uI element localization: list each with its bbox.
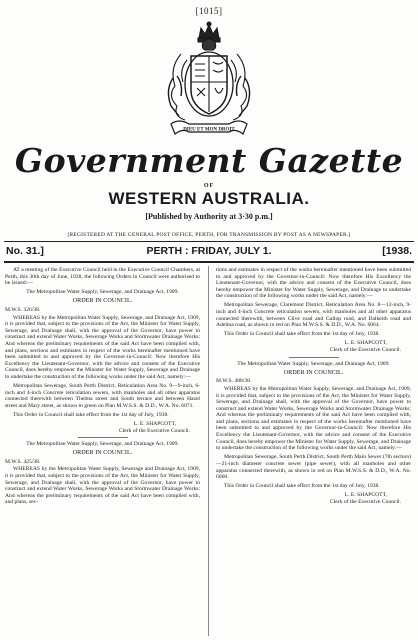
act-title: The Metropolitan Water Supply, Sewerage, and Drainage Act, 1909. bbox=[26, 441, 179, 448]
order-heading: ORDER IN COUNCIL. bbox=[72, 449, 133, 457]
order-works: Metropolitan Sewerage, Claremont District, Reticulation Area No. 8—12-inch, 9-inch and 4-inch Concrete reticulation sewers, with manholes and all other apparatus connected therewith, between Clive road and Gallop road, and Dalkeith road and Adelma road, as shown in red on Plan M.W.S.S. & D.D., W.A. No. 6064. bbox=[216, 302, 411, 329]
left-column bbox=[5, 267, 200, 509]
file-reference: M.W.S. 326/38. bbox=[5, 306, 41, 313]
issue-line bbox=[6, 245, 412, 258]
order-effect: This Order in Council shall take effect from the 1st day of July, 1938. bbox=[13, 411, 169, 418]
file-reference: M.W.S. 488/38. bbox=[216, 378, 252, 385]
signature-name: L. E. SHAPCOTT, bbox=[133, 420, 176, 427]
act-title: The Metropolitan Water Supply, Sewerage, and Drainage Act, 1909. bbox=[26, 289, 179, 296]
issue-year: [1938. bbox=[382, 245, 412, 257]
authority-note: [Published by Authority at 3·30 p.m.] bbox=[145, 212, 273, 221]
order-heading: ORDER IN COUNCIL. bbox=[72, 297, 133, 305]
signature-name: L. E. SHAPCOTT, bbox=[344, 340, 387, 347]
masthead-of: OF bbox=[203, 183, 215, 189]
order-body: WHEREAS by the Metropolitan Water Supply, Sewerage, and Drainage Act, 1909, it is provided that, subject to the provisions of the Act, the Minister for Water Supply, Sewerage, and Drainage shall, with the approval of the Governor, have power to construct and extend Water Works, Sewerage Works and Stormwater Drainage Works: And whereas the preliminary requirements of the said Act have been complied with, and plans, sections and estimates in respect of the works hereinafter mentioned have been submitted to and approved by the Governor-in-Council: Now therefore His Excellency the Lieutenant-Governor, with the advice and consent of the Executive Council, does hereby empower the Minister for Water Supply, Sewerage, and Drainage to undertake the construction of the following works under the said Act, namely:— bbox=[216, 385, 411, 452]
header-rule-bottom bbox=[4, 261, 414, 263]
crest-motto: DIEU ET MON DROIT bbox=[183, 127, 235, 133]
signature-name: L. E. SHAPCOTT, bbox=[344, 492, 387, 499]
signature-title: Clerk of the Executive Council. bbox=[330, 347, 401, 354]
masthead-title: Government Gazette bbox=[14, 141, 404, 180]
act-title: The Metropolitan Water Supply, Sewerage, and Drainage Act, 1909. bbox=[237, 360, 390, 367]
signature-title: Clerk of the Executive Council. bbox=[119, 427, 190, 434]
order-works: Metropolitan Sewerage, South Perth District, Reticulation Area No. 9—9-inch, 6-inch and 4-inch Concrete reticulation sewers, with manholes and all other apparatus connected therewith between Thelma street and South terrace and between Hazel street and Mary street, as shown in green on Plan M.W.S.S. & D.D., W.A. No. 6071. bbox=[5, 383, 200, 409]
right-column bbox=[216, 267, 411, 509]
header-rule-top bbox=[4, 241, 414, 242]
issue-dateline: PERTH : FRIDAY, JULY 1. bbox=[146, 245, 272, 257]
column-divider bbox=[208, 266, 209, 636]
file-reference: M.W.S. 425/38. bbox=[5, 458, 41, 465]
intro-paragraph: AT a meeting of the Executive Council held in the Executive Council Chambers, at Perth, this 30th day of June, 1938, the following Orders in Council were authorised to be issued:— bbox=[5, 267, 200, 287]
issue-number: No. 31.] bbox=[6, 245, 44, 257]
order-effect: This Order in Council shall take effect from the 1st day of July, 1938. bbox=[224, 331, 380, 338]
order-heading: ORDER IN COUNCIL. bbox=[283, 368, 344, 376]
page-number: [1015] bbox=[195, 6, 223, 16]
order-body-continued: tions and estimates in respect of the works hereinafter mentioned have been submitted to and approved by the Governor-in-Council: Now therefore His Excellency the Lieutenant-Governor, with the advice and consent of the Executive Council, does hereby empower the Minister for Water Supply, Sewerage, and Drainage to undertake the construction of the following works under the said Act, namely:— bbox=[216, 267, 411, 300]
section-divider bbox=[78, 437, 128, 438]
royal-coat-of-arms-icon bbox=[159, 20, 259, 144]
state-name: WESTERN AUSTRALIA. bbox=[108, 189, 310, 208]
section-divider bbox=[289, 357, 339, 358]
signature-title: Clerk of the Executive Council. bbox=[330, 498, 401, 505]
order-body: WHEREAS by the Metropolitan Water Supply, Sewerage and Drainage Act, 1909, it is provided that, subject to the provisions of the Act, the Minister for Water Supply, Sewerage, and Drainage shall, with the approval of the Governor, have power to construct and extend Water Works, Sewerage Works and Stormwater Drainage Works: And whereas the preliminary requirements of the said Act have been complied with, and plans, sec- bbox=[5, 466, 200, 506]
order-body: WHEREAS by the Metropolitan Water Supply, Sewerage, and Drainage Act, 1909, it is provided that, subject to the provisions of the Act, the Minister for Water Supply, Sewerage, and Drainage shall, with the approval of the Governor, have power to construct and extend Water Works, Sewerage Works and Stormwater Drainage Works: And whereas the preliminary requirements of the said Act have been complied with, and plans, sections and estimates in respect of the works hereinafter mentioned have been submitted to and approved by the Governor-in-Council: Now therefore His Excellency the Lieutenant-Governor, with the advice and consent of the Executive Council, does hereby empower the Minister for Water Supply, Sewerage and Drainage to undertake the construction of the following works under the said Act, namely:— bbox=[5, 314, 200, 380]
order-works: Metropolitan Sewerage, South Perth District, South Perth Main Sewer (7th section)—21-inch diameter concrete sewer (pipe sewer), with all manholes and other apparatus connected therewith, as shown in red on Plan M.W.S.S. & D.D., W.A. No. 6060. bbox=[216, 454, 411, 481]
registration-note: [REGISTERED AT THE GENERAL POST OFFICE, PERTH, FOR TRANSMISSION BY POST AS A NEWSPAPER.] bbox=[67, 232, 351, 238]
order-effect: This Order in Council shall take effect from the 1st day of July, 1938. bbox=[224, 483, 380, 490]
